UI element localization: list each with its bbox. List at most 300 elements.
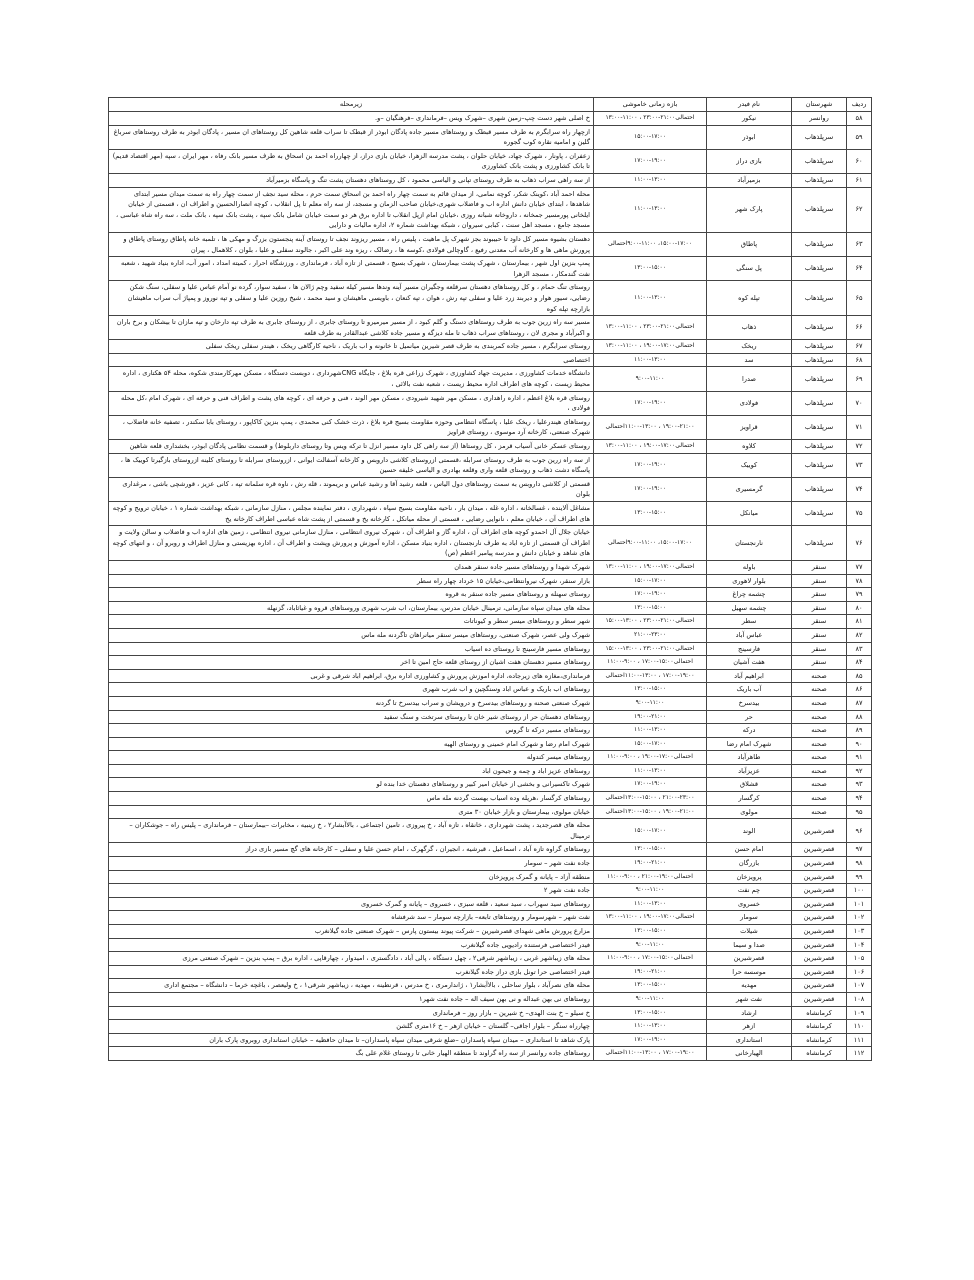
row-number-cell: ۹۳ (847, 778, 872, 792)
row-number-cell: ۱۰۱ (847, 897, 872, 911)
time-cell: ۱۳:۰۰-۱۵:۰۰ (594, 979, 707, 993)
area-cell: از سه راهی سراب ذهاب به طرف روستای تپانی و الیاسی محمود ، کل روستاهای دهستان پشت تنگ و پاسگاه بزمیرآباد (109, 173, 594, 187)
feeder-cell: طاهرآباد (707, 751, 792, 765)
city-cell: صحنه (792, 737, 847, 751)
table-row (109, 232, 872, 256)
table-row (109, 281, 872, 316)
city-cell: سرپلذهاب (792, 440, 847, 454)
table-row (109, 857, 872, 871)
area-cell: شهرک تاکسیرانی و بخشی از خیابان امیر کبیر و روستاهای دهستان خدا بنده لو (109, 778, 594, 792)
feeder-cell: ارشاد (707, 1006, 792, 1020)
area-cell: محله احمد آباد ،کوینک شکر، کوچه نمامی، از میدان قائم به سمت چهار راه احمد بن اسحاق سمت حرم ، محله سید نجف از سمت چهار راه به سمت میدان مسیر ابتدای شاهدها ، ابتدای خیابان دانش اداره اب و فاضلاب شهری،خیابان صاحب الزمان و مسجد، از سه راه معلم تا پل انقلاب ، کوچه انصارالحسین و اطراف ان ، قسمتی از خیابان ایلخانی پورمسیر جمخانه ، داروخانه شبانه روزی ،خیابان امام ازپل انقلاب تا اداره برق هر دو سمت خیابان شامل بانک سپه ، پشت بانک سپه ، بانک ملت ، سه راه شاه عباسی ، مسجد جامع ، مسجد اهل سنت ، کبابی سیروان ، شبکه بهداشت شماره ۲، اداره مالیات و دارایی (109, 187, 594, 232)
table-row (109, 696, 872, 710)
area-cell: نفت شهر – شهرسومار و روستاهای تابعه– بازارچه سومار – سد شرفشاه (109, 911, 594, 925)
table-row (109, 683, 872, 697)
feeder-cell: مهدیه (707, 979, 792, 993)
city-cell: کرمانشاه (792, 1020, 847, 1034)
time-cell: ۱۷:۰۰-۱۹:۰۰ (594, 588, 707, 602)
feeder-cell: کرگسار (707, 792, 792, 806)
feeder-cell: بلوار لاهوری (707, 574, 792, 588)
feeder-cell: چم نفت (707, 884, 792, 898)
table-row (109, 870, 872, 884)
city-cell: سرپلذهاب (792, 149, 847, 173)
table-row (109, 173, 872, 187)
table-row (109, 367, 872, 391)
area-cell: روستای سهنله و روستاهای مسیر جاده سنقر به قروه (109, 588, 594, 602)
table-row (109, 440, 872, 454)
time-cell: ۱۳:۰۰-۱۵:۰۰ (594, 843, 707, 857)
city-cell: سرپلذهاب (792, 281, 847, 316)
time-cell: ۹:۰۰-۱۱:۰۰ (594, 938, 707, 952)
feeder-cell: سد (707, 353, 792, 367)
row-number-cell: ۸۷ (847, 696, 872, 710)
city-cell: سرپلذهاب (792, 502, 847, 526)
feeder-cell: صدرا (707, 367, 792, 391)
table-row (109, 792, 872, 806)
table-row (109, 615, 872, 629)
header-time: بازه زمانی خاموشی (594, 98, 707, 112)
feeder-cell: قشلاق (707, 778, 792, 792)
feeder-cell: الوند (707, 819, 792, 843)
row-number-cell: ۶۶ (847, 316, 872, 340)
city-cell: سرپلذهاب (792, 353, 847, 367)
feeder-cell: سطر (707, 615, 792, 629)
row-number-cell: ۸۵ (847, 669, 872, 683)
city-cell: قصرشیرین (792, 884, 847, 898)
row-number-cell: ۹۶ (847, 819, 872, 843)
city-cell: قصرشیرین (792, 952, 847, 966)
time-cell: ۱۷:۰۰-۱۹:۰۰ (594, 1033, 707, 1047)
feeder-cell: امام حسن (707, 843, 792, 857)
area-cell: قسمتی از کلاشی داروبس به سمت روستاهای دول الیاس ، قلعه رشید آقا و رشید عباس و بریموند ، قله رش ، ناوه قره سلمانه تپه ، کانی عزیز ، قورشچی باشی ، مرغداری بلوان (109, 477, 594, 501)
table-body (109, 112, 872, 1061)
table-row (109, 751, 872, 765)
area-cell: روستاهای مسیر دهستان هفت اشیان از روستای قلعه حاج امین تا اخر (109, 656, 594, 670)
time-cell: ۲۱:۰۰-۲۳:۰۰ ، ۱۳:۰۰-۱۵:۰۰احتمالی (594, 792, 707, 806)
city-cell: قصرشیرین (792, 819, 847, 843)
feeder-cell: گرمسیری (707, 477, 792, 501)
area-cell: خیابان مولوی، بیمارستان و بازار خیابان ۳۰ متری (109, 805, 594, 819)
time-cell: ۱۵:۰۰-۱۷:۰۰ (594, 125, 707, 149)
area-cell: شهرک شهدا و روستاهای مسیر جاده سنقر همدان (109, 560, 594, 574)
time-cell: ۱۳:۰۰-۱۵:۰۰ (594, 1006, 707, 1020)
area-cell: روستاهای عزیز اباد و چمه و جیحون اباد (109, 764, 594, 778)
city-cell: کرمانشاه (792, 1006, 847, 1020)
row-number-cell: ۸۳ (847, 642, 872, 656)
time-cell: ۲۱:۰۰-۲۳:۰۰ (594, 628, 707, 642)
feeder-cell: بیدسرخ (707, 696, 792, 710)
row-number-cell: ۵۹ (847, 125, 872, 149)
time-cell: ۹:۰۰-۱۱:۰۰ (594, 992, 707, 1006)
time-cell: ۱۹:۰۰-۲۱:۰۰ (594, 710, 707, 724)
city-cell: سنقر (792, 601, 847, 615)
feeder-cell: ریخک (707, 340, 792, 354)
city-cell: قصرشیرین (792, 843, 847, 857)
city-cell: سنقر (792, 656, 847, 670)
area-cell: روستاهای هیندرعلیا ، ریخک علیا ، پاسگاه انتظامی وحوزه مقاومت بسیج قره بلاغ ، ذرت خشک کنی محمدی ، پمپ بنزین کاکاپور ، روستای بابا سکندر ، تصفیه خانه فاضلاب ، شهرک صنعتی، کارخانه آرد موسوی ، روستای قراویز (109, 415, 594, 439)
table-row (109, 353, 872, 367)
feeder-cell: استانداری (707, 1033, 792, 1047)
row-number-cell: ۹۰ (847, 737, 872, 751)
row-number-cell: ۶۰ (847, 149, 872, 173)
header-radif: ردیف (847, 98, 872, 112)
feeder-cell: ابوذر (707, 125, 792, 149)
city-cell: سنقر (792, 588, 847, 602)
table-row (109, 340, 872, 354)
time-cell: ۱۵:۰۰-۱۷:۰۰، ۹:۰۰-۱۱:۰۰احتمالی (594, 232, 707, 256)
area-cell: شهرک ولی عصر، شهرک صنعتی، روستاهای میسر سنقر میانراهان تاگردنه مله ماس (109, 628, 594, 642)
table-row (109, 1047, 872, 1061)
table-row (109, 911, 872, 925)
city-cell: قصرشیرین (792, 925, 847, 939)
feeder-cell: خسروی (707, 897, 792, 911)
city-cell: سنقر (792, 560, 847, 574)
table-row (109, 669, 872, 683)
feeder-cell: شهرک امام رضا (707, 737, 792, 751)
city-cell: سنقر (792, 615, 847, 629)
feeder-cell: پرویزخان (707, 870, 792, 884)
row-number-cell: ۱۰۲ (847, 911, 872, 925)
area-cell: فیدر اختصاصی فرستنده رادیویی جاده گیلانغرب (109, 938, 594, 952)
area-cell: روستاهای اب باریک و عباس اباد وسنگچین و اب شرب شهری (109, 683, 594, 697)
row-number-cell: ۱۰۵ (847, 952, 872, 966)
table-row (109, 710, 872, 724)
table-header-row (109, 98, 872, 112)
row-number-cell: ۸۲ (847, 628, 872, 642)
city-cell: قصرشیرین (792, 897, 847, 911)
time-cell: احتمالی۱۷:۰۰-۱۹:۰۰ ، ۹:۰۰-۱۱:۰۰ (594, 751, 707, 765)
table-row (109, 938, 872, 952)
row-number-cell: ۷۸ (847, 574, 872, 588)
time-cell: ۱۱:۰۰-۱۳:۰۰ (594, 353, 707, 367)
row-number-cell: ۷۳ (847, 453, 872, 477)
feeder-cell: مولوی (707, 805, 792, 819)
city-cell: روانسر (792, 112, 847, 126)
table-row (109, 884, 872, 898)
city-cell: سرپلذهاب (792, 477, 847, 501)
table-row (109, 601, 872, 615)
area-cell: روستاهای کرگسار ،هریله وده اسیاب بهست گردنه مله ماس (109, 792, 594, 806)
row-number-cell: ۸۰ (847, 601, 872, 615)
row-number-cell: ۸۹ (847, 724, 872, 738)
row-number-cell: ۱۱۲ (847, 1047, 872, 1061)
city-cell: صحنه (792, 724, 847, 738)
time-cell: ۱۹:۰۰-۲۱:۰۰ (594, 965, 707, 979)
feeder-cell: قصرشیرین (707, 952, 792, 966)
feeder-cell: نیکور (707, 112, 792, 126)
feeder-cell: میانکل (707, 502, 792, 526)
area-cell: منطقه آزاد – پایانه و گمرک پرویزخان (109, 870, 594, 884)
feeder-cell: شیلات (707, 925, 792, 939)
time-cell: ۱۱:۰۰-۱۳:۰۰ (594, 1020, 707, 1034)
time-cell: احتمالی۱۷:۰۰-۱۹:۰۰ ، ۱۱:۰۰-۱۳:۰۰ (594, 440, 707, 454)
table-row (109, 724, 872, 738)
time-cell: ۱۹:۰۰-۲۱:۰۰ ، ۱۱:۰۰-۱۳:۰۰احتمالی (594, 415, 707, 439)
feeder-cell: ازهر (707, 1020, 792, 1034)
table-row (109, 1033, 872, 1047)
city-cell: سرپلذهاب (792, 187, 847, 232)
area-cell: پمپ بنزین اول شهر ، بیمارستان ، شهرک پشت بیمارستان ، شهرک بسیج ، قسمتی از تازه آباد ، فرمانداری ، ورزشگاه احرار ، کمیته امداد ، امور آب، اداره بنیاد شهید ، شعبه نفت گندمکار ، مسجد الزهرا (109, 257, 594, 281)
area-cell: روستای سرابگرم ، مسیر جاده کمربندی به طرف قصر شیرین میانمیل تا خانونه و اب باریک ، ناحیه کارگاهی ریخک ، هیندر سفلی ریخک سفلی (109, 340, 594, 354)
area-cell: شهرک امام رضا و شهرک امام خمینی و روستای الهیه (109, 737, 594, 751)
table-row (109, 149, 872, 173)
time-cell: ۱۵:۰۰-۱۷:۰۰ (594, 574, 707, 588)
table-row (109, 125, 872, 149)
row-number-cell: ۷۶ (847, 526, 872, 561)
feeder-cell: فولادی (707, 391, 792, 415)
feeder-cell: الهیارخانی (707, 1047, 792, 1061)
time-cell: ۱۱:۰۰-۱۳:۰۰ (594, 764, 707, 778)
table-row (109, 526, 872, 561)
feeder-cell: چشمه چراغ (707, 588, 792, 602)
feeder-cell: فارسینج (707, 642, 792, 656)
city-cell: سرپلذهاب (792, 125, 847, 149)
row-number-cell: ۸۱ (847, 615, 872, 629)
area-cell: روستاهای جاده روانسر از سه راه گراوند تا منطقه الهیار خانی تا روستای غلام علی بگ (109, 1047, 594, 1061)
area-cell: روستای عسکر خانی آسیاب قرمز ، کل روستاها (از سه راهی کل داود مسیر انزل تا ترکه ویس وتا روستای داربلوط) و قسمت نظامی پادگان ابوذر، بخشداری قلعه شاهین (109, 440, 594, 454)
time-cell: احتمالی۲۱:۰۰-۲۳:۰۰ ، ۱۳:۰۰-۱۵:۰۰ (594, 615, 707, 629)
table-row (109, 560, 872, 574)
time-cell: ۱۳:۰۰-۱۵:۰۰ (594, 257, 707, 281)
area-cell: شهرک صنعتی صحنه و روستاهای بیدسرخ و درویشان و سراب بیدسرخ تا گردنه (109, 696, 594, 710)
city-cell: صحنه (792, 696, 847, 710)
header-feeder: نام فیدر (707, 98, 792, 112)
city-cell: سرپلذهاب (792, 526, 847, 561)
row-number-cell: ۶۲ (847, 187, 872, 232)
time-cell: احتمالی۲۱:۰۰-۲۳:۰۰ ، ۱۳:۰۰-۱۵:۰۰ (594, 642, 707, 656)
row-number-cell: ۵۸ (847, 112, 872, 126)
area-cell: محله های نصرآباد ، بلوار ساحلی ، بالاآبشار۱ ، ژاندارمری ، خ مدرس ، قرنطینه ، مهدیه ، زیباشهر شرقی۱ ، خ ولیعصر ، باغچه خرما – دانشگاه – مجتمع اداری (109, 979, 594, 993)
row-number-cell: ۸۶ (847, 683, 872, 697)
table-row (109, 316, 872, 340)
row-number-cell: ۷۰ (847, 391, 872, 415)
feeder-cell: چشمه سهیل (707, 601, 792, 615)
row-number-cell: ۹۸ (847, 857, 872, 871)
feeder-cell: بازرگان (707, 857, 792, 871)
time-cell: ۱۳:۰۰-۱۵:۰۰ (594, 925, 707, 939)
feeder-cell: هفت آشیان (707, 656, 792, 670)
row-number-cell: ۷۲ (847, 440, 872, 454)
table-row (109, 187, 872, 232)
area-cell: روستاهای مسیر فارسینج تا روستای ده اسیاب (109, 642, 594, 656)
row-number-cell: ۱۰۹ (847, 1006, 872, 1020)
time-cell: احتمالی۱۷:۰۰-۱۹:۰۰ ، ۱۱:۰۰-۱۳:۰۰ (594, 560, 707, 574)
table-row (109, 415, 872, 439)
area-cell: خ سیلو – خ بنت الهدی– خ شیرین – بازار روز – فرمانداری (109, 1006, 594, 1020)
row-number-cell: ۷۵ (847, 502, 872, 526)
row-number-cell: ۹۷ (847, 843, 872, 857)
time-cell: احتمالی۲۱:۰۰-۲۳:۰۰ ، ۱۱:۰۰-۱۳:۰۰ (594, 316, 707, 340)
feeder-cell: سومار (707, 911, 792, 925)
feeder-cell: پارک شهر (707, 187, 792, 232)
table-row (109, 477, 872, 501)
row-number-cell: ۱۰۳ (847, 925, 872, 939)
city-cell: کرمانشاه (792, 1033, 847, 1047)
table-row (109, 574, 872, 588)
area-cell: روستای تنگ حمام ، و کل روستاهای دهستان سرقلعه وجگیران مسیر آینه وندها مسیر کیله سفید وچم ژالان ها ، سفید سوار، گرده نو آمام عباس علیا و سفلی، سنگ شکن رضایی، سیور هوار و دیربند زرد علیا و سفلی تپه رش ، هوان ، تپه کنعان ، باویسی ماهیشان و سید محمد ، شیخ روزین علیا و سفلی و تپه نوروز و پمپاژ آب سراب ماهیشان بازارچه تپله کوه (109, 281, 594, 316)
area-cell: روستاهای میسر کندوله (109, 751, 594, 765)
time-cell: ۱۷:۰۰-۱۹:۰۰ (594, 391, 707, 415)
city-cell: قصرشیرین (792, 870, 847, 884)
time-cell: ۱۱:۰۰-۱۳:۰۰ (594, 897, 707, 911)
city-cell: صحنه (792, 792, 847, 806)
table-row (109, 642, 872, 656)
area-cell: مسیر سه راه زرین جوب به طرف روستاهای دستگ و گلم کبود ، از مسیر میرمیرو تا روستای جابری ، از روستای جابری به طرف تپه دارخان و تپه مازان تا بیشکان و برخ باران و اکبرآباد و مجری لان ، روستاهای سراب ذهاب تا مله دیزگه و مسیر جاده کلاشی عبدالقادر به طرف قلعه (109, 316, 594, 340)
city-cell: سرپلذهاب (792, 340, 847, 354)
table-row (109, 925, 872, 939)
table-row (109, 952, 872, 966)
city-cell: سرپلذهاب (792, 453, 847, 477)
row-number-cell: ۱۰۸ (847, 992, 872, 1006)
city-cell: قصرشیرین (792, 857, 847, 871)
area-cell: خیابان جلال آل احمدو کوچه های اطراف آن ، اداره گاز و اطراف آن ، شهرک نیروی انتظامی ، منازل سازمانی نیروی انتظامی ، زمین های اداره اب و فاضلاب و سالن ولایت و اطراف آن قسمتی از تازه اباد به طرف نارنجستان ، اداره بنیاد مسکن ، اداره آموزش و پرورش وپشت و اطراف آن ، اداره بهزیستی و منازل اطراف و روبرو آن ، و انتهای کوچه های شاهد و خیابان دانش و مدرسه پیامبر اعظم (ص) (109, 526, 594, 561)
feeder-cell: نارنجستان (707, 526, 792, 561)
city-cell: سرپلذهاب (792, 415, 847, 439)
row-number-cell: ۱۰۶ (847, 965, 872, 979)
city-cell: کرمانشاه (792, 1047, 847, 1061)
row-number-cell: ۶۹ (847, 367, 872, 391)
feeder-cell: کوییک (707, 453, 792, 477)
time-cell: احتمالی۱۵:۰۰-۱۷:۰۰ ، ۹:۰۰-۱۱:۰۰ (594, 656, 707, 670)
table-row (109, 112, 872, 126)
feeder-cell: ابراهیم آباد (707, 669, 792, 683)
table-row (109, 391, 872, 415)
feeder-cell: پاطاق (707, 232, 792, 256)
feeder-cell: آب باریک (707, 683, 792, 697)
area-cell: روستاهای مسیر درکه تا گروس (109, 724, 594, 738)
feeder-cell: باوله (707, 560, 792, 574)
time-cell: ۹:۰۰-۱۱:۰۰ (594, 696, 707, 710)
row-number-cell: ۹۱ (847, 751, 872, 765)
row-number-cell: ۶۸ (847, 353, 872, 367)
time-cell: ۱۷:۰۰-۱۹:۰۰ (594, 149, 707, 173)
time-cell: ۱۵:۰۰-۱۷:۰۰ (594, 819, 707, 843)
feeder-cell: صدا و سیما (707, 938, 792, 952)
row-number-cell: ۶۷ (847, 340, 872, 354)
area-cell: زعفران ، پاونار ، شهرک جهاد، خیابان حلوان ، پشت مدرسه الزهرا، خیابان بازی دراز، از چهارراه احمد بن اسحاق به طرف مسیر بانک رفاه ، مهر ایران ، سپه (مهر اقتصاد قدیم) تا بانک کشاورزی و پشت بانک کشاورزی (109, 149, 594, 173)
time-cell: ۱۳:۰۰-۱۵:۰۰ (594, 683, 707, 697)
table-row (109, 1020, 872, 1034)
area-cell: دانشگاه خدمات کشاورزی ، مدیریت جهاد کشاورزی ، شهرک زراعی قره بلاغ ، جایگاه CNGشهرداری ، دوبست دستگاه ، مسکن مهرکارمندی شکوه، محله ۵۴ هکتاری ، اداره محیط زیست ، کوچه های اطراف اداره محیط زیست ، شعبه نفت بالائی ، (109, 367, 594, 391)
city-cell: سرپلذهاب (792, 316, 847, 340)
feeder-cell: عزیزآباد (707, 764, 792, 778)
row-number-cell: ۶۱ (847, 173, 872, 187)
time-cell: احتمالی۲۱:۰۰-۲۳:۰۰ ، ۱۱:۰۰-۱۳:۰۰ (594, 112, 707, 126)
row-number-cell: ۱۱۱ (847, 1033, 872, 1047)
table-row (109, 965, 872, 979)
time-cell: ۱۳:۰۰-۱۵:۰۰ (594, 502, 707, 526)
feeder-cell: قراویز (707, 415, 792, 439)
table-row (109, 656, 872, 670)
time-cell: احتمالی۱۷:۰۰-۱۹:۰۰ ، ۱۱:۰۰-۱۳:۰۰ (594, 911, 707, 925)
city-cell: صحنه (792, 669, 847, 683)
row-number-cell: ۱۱۰ (847, 1020, 872, 1034)
feeder-cell: بزمیرآباد (707, 173, 792, 187)
table-row (109, 778, 872, 792)
city-cell: قصرشیرین (792, 992, 847, 1006)
area-cell: جاده نفت شهر ۲ (109, 884, 594, 898)
time-cell: ۱۷:۰۰-۱۹:۰۰ ، ۱۱:۰۰-۱۳:۰۰احتمالی (594, 1047, 707, 1061)
row-number-cell: ۷۷ (847, 560, 872, 574)
header-area: زیرمحله (109, 98, 594, 112)
time-cell: ۹:۰۰-۱۱:۰۰ (594, 884, 707, 898)
row-number-cell: ۸۸ (847, 710, 872, 724)
area-cell: محله های زیباشهر غربی ، زیباشهر شرقی۲ ، چهل دستگاه ، پالی آباد ، دادگستری ، امیدوار ، چهارقاپی ، اداره برق – پمپ بنزین – شهرک صنعتی مرزی (109, 952, 594, 966)
row-number-cell: ۱۰۷ (847, 979, 872, 993)
feeder-cell: عباس آباد (707, 628, 792, 642)
area-cell: خ اصلی شهر دست چپ–زمین شهری –شهرک ویس –فرمانداری –فرهنگیان –و. (109, 112, 594, 126)
table-row (109, 502, 872, 526)
area-cell: فیدر اختصاصی حرا تونل بازی دراز جاده گیلانغرب (109, 965, 594, 979)
feeder-cell: تپله کوه (707, 281, 792, 316)
area-cell: مزارع پرورش ماهی شهدای قصرشیرین – شرکت پیوند بیستون پارس – شهرک صنعتی جاده گیلانغرب (109, 925, 594, 939)
time-cell: ۱۵:۰۰-۱۷:۰۰، ۹:۰۰-۱۱:۰۰احتمالی (594, 526, 707, 561)
city-cell: سرپلذهاب (792, 173, 847, 187)
row-number-cell: ۷۴ (847, 477, 872, 501)
table-row (109, 453, 872, 477)
area-cell: از سه راه زرین جوب به طرف روستای سرابله ،قسمتی ازروستای کلاشی داروبس و کارخانه آسفالت ایوانی ، ازروستای سرابله تا روستای کلینه ازروستای بازگیرتا کوییک ها ، پاسگاه دشت ذهاب و روستای قلعه واری وقلعه بهادری و الیاسی خلیفه حسین (109, 453, 594, 477)
time-cell: ۱۹:۰۰-۲۱:۰۰ ، ۱۳:۰۰-۱۵:۰۰احتمالی (594, 805, 707, 819)
city-cell: صحنه (792, 683, 847, 697)
area-cell: روستاهای دهستان حر از روستای شیر خان تا روستای سرتخت و سنگ سفید (109, 710, 594, 724)
time-cell: ۱۱:۰۰-۱۳:۰۰ (594, 187, 707, 232)
area-cell: پارک شاهد تا استانداری – میدان سپاه پاسداران –ضلع شرقی میدان سپاه پاسداران– تا میدان حافظیه – خیابان استانداری روبروی پارک باران (109, 1033, 594, 1047)
time-cell: احتمالی۱۹:۰۰-۲۱:۰۰ ، ۹:۰۰-۱۱:۰۰ (594, 870, 707, 884)
city-cell: صحنه (792, 778, 847, 792)
area-cell: شهر سطر و روستاهای میسر سطر و کیوناتات (109, 615, 594, 629)
area-cell: چهارراه سنگر – بلوار اجاقی– گلستان – خیابان ازهر – خ ۱۶متری گلشن (109, 1020, 594, 1034)
table-row (109, 979, 872, 993)
table-row (109, 764, 872, 778)
time-cell: احتمالی۱۷:۰۰-۱۹:۰۰ ، ۱۱:۰۰-۱۳:۰۰ (594, 340, 707, 354)
feeder-cell: حر (707, 710, 792, 724)
area-cell: مشاغل آلاینده ، غسالخانه ، اداره غله ، میدان بار ، ناحیه مقاومت بسیج سپاه ، شهرداری ، دفتر نماینده مجلس ، منازل سازمانی ، شبکه بهداشت شماره ۱ ، خیابان ترویج و کوچه های اطراف آن ، خیابان معلم ، نانوایی رضایی ، قسمتی از محله میانکل ، کارخانه یخ و قسمتی از پشت شاه عباسی اطراف کارخانه یخ (109, 502, 594, 526)
feeder-cell: درکه (707, 724, 792, 738)
city-cell: سرپلذهاب (792, 232, 847, 256)
table-row (109, 257, 872, 281)
time-cell: احتمالی۱۵:۰۰-۱۷:۰۰ ، ۹:۰۰-۱۱:۰۰ (594, 952, 707, 966)
feeder-cell: پل سنگی (707, 257, 792, 281)
table-row (109, 1006, 872, 1020)
time-cell: ۱۷:۰۰-۱۹:۰۰ (594, 477, 707, 501)
outage-schedule-table (108, 97, 872, 1061)
header-city: شهرستان (792, 98, 847, 112)
table-row (109, 588, 872, 602)
time-cell: ۱۱:۰۰-۱۳:۰۰ (594, 724, 707, 738)
area-cell: محله های قصرجدید ، پشت شهرداری ، خانقاه ، تازه آباد ، خ پیروزی ، تامین اجتماعی ، بالاآبشار۲ ، خ زینبیه ، مخابرات –بیمارستان – فرمانداری – پلیس راه – جوشکاران – ترمینال (109, 819, 594, 843)
feeder-cell: بازی دراز (707, 149, 792, 173)
city-cell: قصرشیرین (792, 938, 847, 952)
city-cell: سرپلذهاب (792, 391, 847, 415)
city-cell: صحنه (792, 805, 847, 819)
area-cell: جاده نفت شهر – سومار (109, 857, 594, 871)
feeder-cell: کلاوه (707, 440, 792, 454)
table-row (109, 819, 872, 843)
row-number-cell: ۹۵ (847, 805, 872, 819)
time-cell: ۱۹:۰۰-۲۱:۰۰ (594, 857, 707, 871)
area-cell: فرمانداری،مغازه های زیرجاده، اداره اموزش پرورش و کشاورزی اداره برق، ابراهیم اباد شرقی و غربی (109, 669, 594, 683)
row-number-cell: ۱۰۰ (847, 884, 872, 898)
row-number-cell: ۹۴ (847, 792, 872, 806)
city-cell: صحنه (792, 751, 847, 765)
area-cell: روستاهای گراوه تازه آباد ، اسماعیل ، قبرشیه ، انجیران ، گرگهرک ، امام حسن علیا و سفلی – کارخانه های گچ مسیر بازی دراز (109, 843, 594, 857)
row-number-cell: ۷۱ (847, 415, 872, 439)
feeder-cell: موسسه حرا (707, 965, 792, 979)
time-cell: ۱۱:۰۰-۱۳:۰۰ (594, 173, 707, 187)
city-cell: سرپلذهاب (792, 257, 847, 281)
city-cell: قصرشیرین (792, 979, 847, 993)
row-number-cell: ۱۰۴ (847, 938, 872, 952)
